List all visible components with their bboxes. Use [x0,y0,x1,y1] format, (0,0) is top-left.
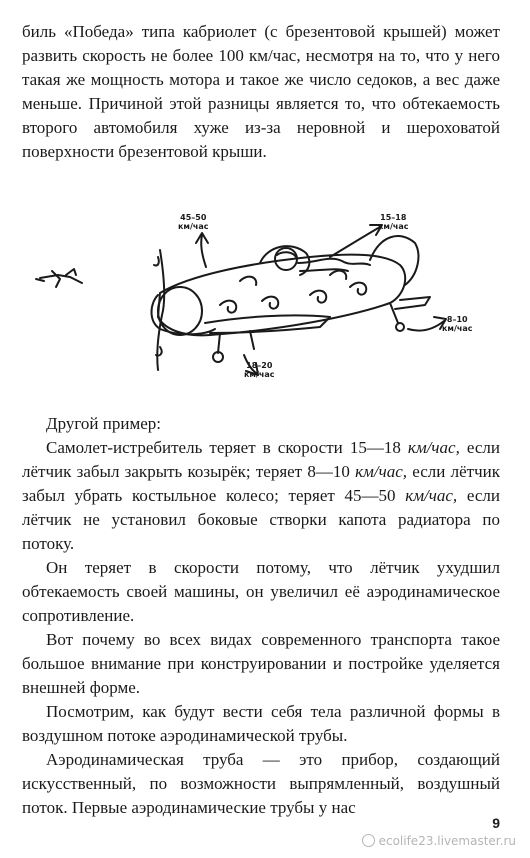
label-canopy-loss: 15–18 км/час [378,213,409,231]
example-text-a: Самолет-истребитель теряет в скорости 15—18 [46,438,408,457]
fighter-plane-illustration [30,205,500,395]
watermark-text: ecolife23.livemaster.ru [378,834,516,848]
unit-kmh-2: км/час, [355,462,408,481]
example-text-d: если лётчик не установил боковые створки капота радиатора по потоку. [22,486,500,553]
label-radiator-loss: 45–50 км/час [178,213,209,231]
paragraph-external-form: Вот почему во всех видах современного транспорта такое большое внимание при конструировании и постройке уделяется внешней форме. [22,630,500,697]
example-heading: Другой пример: [46,414,161,433]
watermark [362,834,516,848]
paragraph-drag-increase: Он теряет в скорости потому, что лётчик ухудшил обтекаемость своей машины, он увеличил её аэродинамическое сопротивление. [22,558,500,625]
paragraph-bodies-in-flow: Посмотрим, как будут вести себя тела различной формы в воздушном потоке аэродинамической трубы. [22,702,500,745]
example-text-c: если лётчик забыл убрать костыльное колесо; теряет 45—50 [22,462,500,505]
example-text-b: если лётчик забыл закрыть козырёк; теряет 8—10 [22,438,500,481]
page-number: 9 [492,815,500,831]
paragraph-wind-tunnel: Аэродинамическая труба — это прибор, создающий искусственный, по возможности выпрямленный, воздушный поток. Первые аэродинамические трубы у нас [22,750,500,817]
small-plane-icon [36,269,82,287]
tail-wheel [390,303,398,323]
landing-gear [218,333,220,353]
unit-kmh-3: км/час, [405,486,458,505]
watermark-logo-icon [362,834,375,847]
unit-kmh-1: км/час, [407,438,460,457]
arrow-tail-wheel [408,321,444,331]
label-tail-wheel-loss: 8–10 км/час [442,315,473,333]
paragraph-pobeda: биль «Победа» типа кабриолет (с брезентовой крышей) может развить скорость не более 100 км/час, несмотря на то, что у него такая же мощность мотора и такое же число седоков, а вес даже меньше. Причиной этой разницы является то, что обтекаемость второго автомобиля хуже из-за неровной и шероховатой поверхности брезентовой крыши. [22,22,500,161]
paragraph-fighter-example [22,436,500,556]
wing [205,315,330,333]
label-gear-loss: 18–20 км/час [244,361,275,379]
